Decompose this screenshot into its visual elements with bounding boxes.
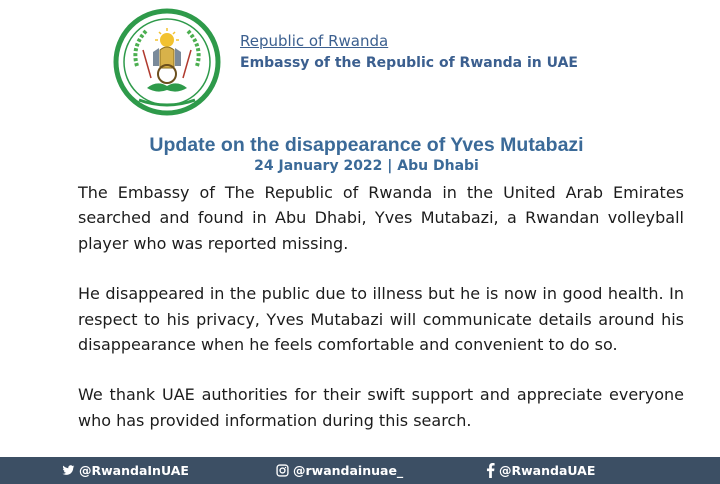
paragraph-1: The Embassy of The Republic of Rwanda in the United Arab Emirates searched and found in Abu Dhabi, Yves Mutabazi, a Rwandan volleyball player who was reported missing. bbox=[78, 183, 684, 253]
embassy-name: Embassy of the Republic of Rwanda in UAE bbox=[240, 55, 578, 71]
paragraph-3: We thank UAE authorities for their swift support and appreciate everyone who has provided information during this search. bbox=[78, 385, 684, 430]
statement-dateline: 24 January 2022 | Abu Dhabi bbox=[254, 158, 479, 174]
facebook-icon bbox=[486, 463, 495, 478]
instagram-link[interactable] bbox=[276, 457, 403, 484]
statement-body bbox=[78, 180, 684, 458]
statement-title: Update on the disappearance of Yves Mutabazi bbox=[149, 134, 584, 156]
agency-block bbox=[240, 31, 578, 73]
instagram-icon bbox=[276, 464, 289, 477]
instagram-handle: @rwandainuae_ bbox=[293, 463, 404, 478]
twitter-link[interactable] bbox=[62, 457, 189, 484]
social-footer bbox=[0, 457, 720, 484]
facebook-link[interactable] bbox=[486, 457, 595, 484]
letterhead bbox=[0, 0, 720, 120]
rwanda-coat-of-arms-icon bbox=[113, 8, 221, 116]
twitter-icon bbox=[62, 465, 75, 476]
paragraph-2: He disappeared in the public due to illness but he is now in good health. In respect to his privacy, Yves Mutabazi will communicate details around his disappearance when he feels comfortable and convenient to do so. bbox=[78, 284, 684, 355]
facebook-handle: @RwandaUAE bbox=[499, 463, 596, 478]
twitter-handle: @RwandaInUAE bbox=[79, 463, 189, 478]
country-link[interactable]: Republic of Rwanda bbox=[240, 32, 389, 50]
